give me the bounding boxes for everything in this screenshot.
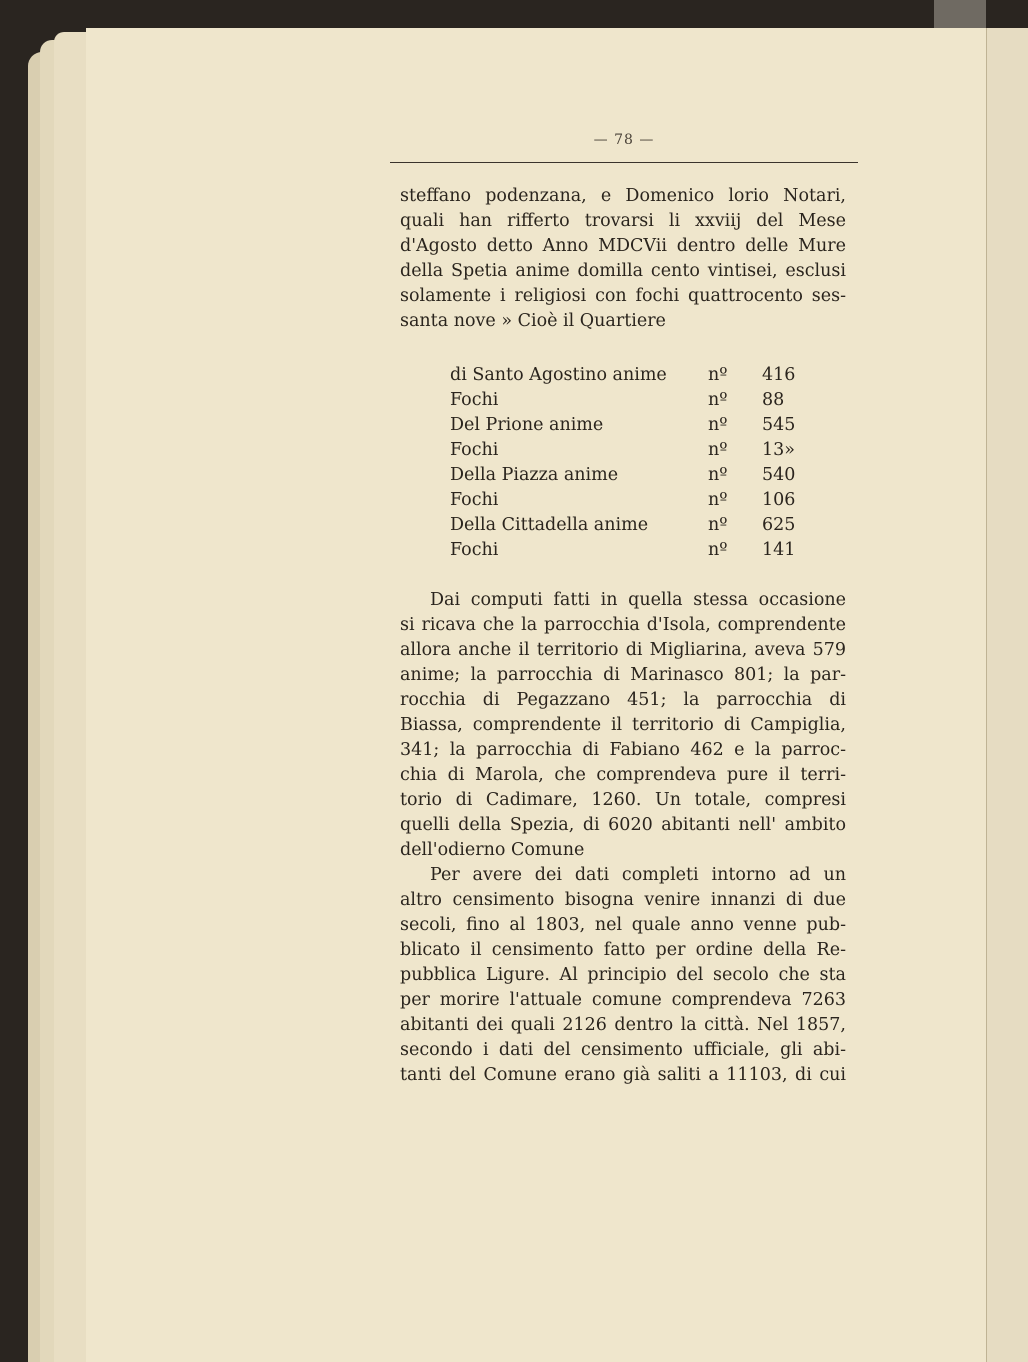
para1-line: si ricava che la parrocchia d'Isola, comprendente	[400, 615, 846, 635]
row-label: Della Piazza anime	[450, 465, 619, 485]
row-number-abbrev: nº	[708, 365, 728, 385]
para1-line: Dai computi fatti in quella stessa occasione	[430, 590, 846, 610]
para1-line: chia di Marola, che comprendeva pure il terri-	[400, 765, 846, 785]
intro-line: della Spetia anime domilla cento vintisei, esclusi	[400, 261, 846, 281]
intro-line: d'Agosto detto Anno MDCVii dentro delle Mure	[400, 236, 846, 256]
row-value: 88	[762, 390, 785, 410]
row-label: di Santo Agostino anime	[450, 365, 667, 385]
para2-line: secondo i dati del censimento ufficiale, gli abi-	[400, 1040, 846, 1060]
table-row	[450, 488, 810, 513]
row-value: 106	[762, 490, 796, 510]
row-label: Della Cittadella anime	[450, 515, 649, 535]
row-value: 13»	[762, 440, 795, 460]
row-value: 141	[762, 540, 796, 560]
para1-line: 341; la parrocchia di Fabiano 462 e la parroc-	[400, 740, 846, 760]
intro-line: steffano podenzana, e Domenico lorio Notari,	[400, 186, 846, 206]
row-label: Fochi	[450, 440, 499, 460]
para1-line: dell'odierno Comune	[400, 840, 585, 860]
row-label: Fochi	[450, 390, 499, 410]
row-value: 540	[762, 465, 796, 485]
binding-clip	[934, 0, 986, 28]
table-row	[450, 363, 810, 388]
row-label: Fochi	[450, 540, 499, 560]
row-value: 545	[762, 415, 796, 435]
page-header: — 78 —	[593, 132, 655, 148]
row-number-abbrev: nº	[708, 390, 728, 410]
para1-line: allora anche il territorio di Migliarina, aveva 579	[400, 640, 846, 660]
para2-line: pubblica Ligure. Al principio del secolo che sta	[400, 965, 846, 985]
table-row	[450, 438, 810, 463]
para2-line: blicato il censimento fatto per ordine della Re-	[400, 940, 846, 960]
census-table	[450, 363, 810, 563]
table-row	[450, 388, 810, 413]
para1-line: Biassa, comprendente il territorio di Campiglia,	[400, 715, 846, 735]
facing-page-edge	[986, 28, 1028, 1362]
para2-line: altro censimento bisogna venire innanzi di due	[400, 890, 846, 910]
para2-line: per morire l'attuale comune comprendeva 7263	[400, 990, 846, 1010]
row-number-abbrev: nº	[708, 415, 728, 435]
table-row	[450, 413, 810, 438]
row-number-abbrev: nº	[708, 490, 728, 510]
table-row	[450, 463, 810, 488]
row-label: Fochi	[450, 490, 499, 510]
row-number-abbrev: nº	[708, 540, 728, 560]
row-value: 416	[762, 365, 796, 385]
row-value: 625	[762, 515, 796, 535]
header-rule	[390, 162, 858, 163]
row-label: Del Prione anime	[450, 415, 604, 435]
para2-line: secoli, fino al 1803, nel quale anno venne pub-	[400, 915, 846, 935]
row-number-abbrev: nº	[708, 440, 728, 460]
table-row	[450, 538, 810, 563]
para2-line: Per avere dei dati completi intorno ad un	[430, 865, 846, 885]
para2-line: abitanti dei quali 2126 dentro la città. Nel 1857,	[400, 1015, 846, 1035]
para2-line: tanti del Comune erano già saliti a 11103, di cui	[400, 1065, 846, 1085]
para1-line: quelli della Spezia, di 6020 abitanti nell' ambito	[400, 815, 846, 835]
intro-line: solamente i religiosi con fochi quattrocento ses-	[400, 286, 846, 306]
para1-line: rocchia di Pegazzano 451; la parrocchia di	[400, 690, 846, 710]
para1-line: torio di Cadimare, 1260. Un totale, compresi	[400, 790, 846, 810]
intro-line: santa nove » Cioè il Quartiere	[400, 311, 666, 331]
table-row	[450, 513, 810, 538]
row-number-abbrev: nº	[708, 515, 728, 535]
para1-line: anime; la parrocchia di Marinasco 801; la par-	[400, 665, 846, 685]
intro-line: quali han rifferto trovarsi li xxviij del Mese	[400, 211, 846, 231]
row-number-abbrev: nº	[708, 465, 728, 485]
